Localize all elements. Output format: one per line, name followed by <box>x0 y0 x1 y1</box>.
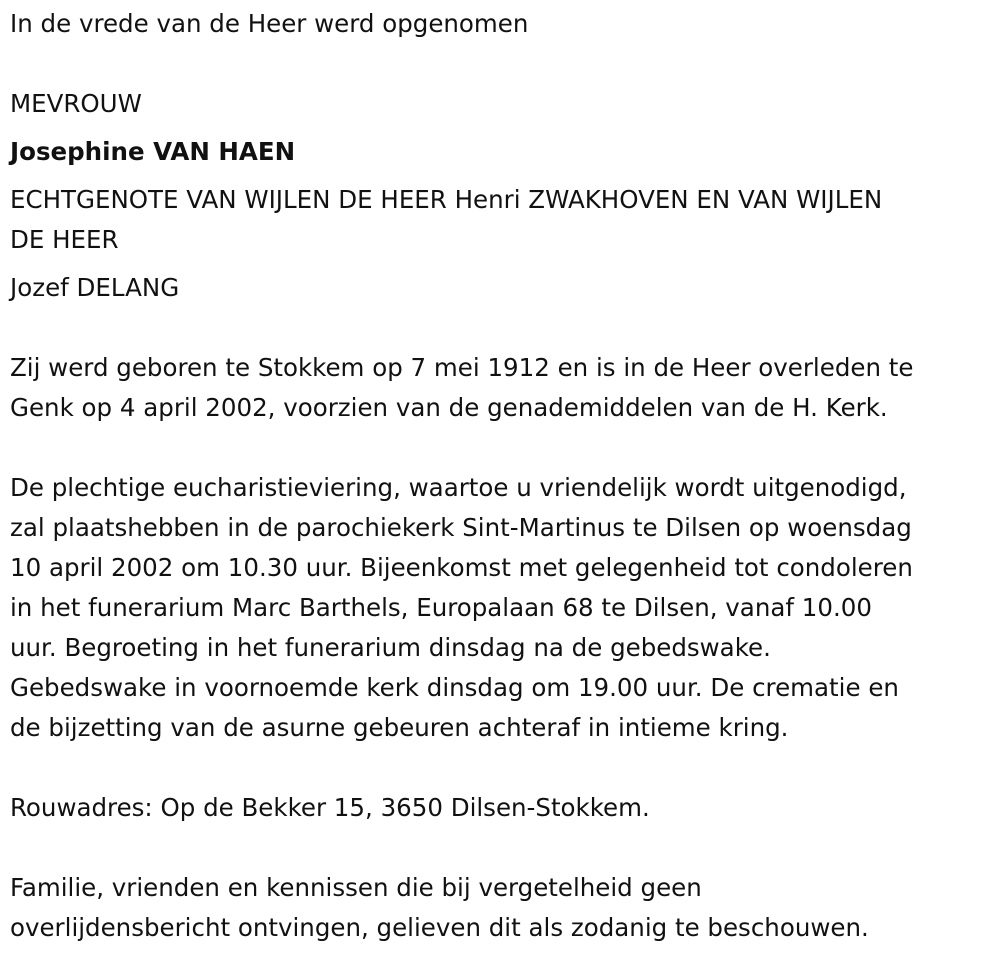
paragraph-line: De plechtige eucharistieviering, waartoe u vriendelijk wordt uitgenodigd, <box>10 473 907 502</box>
salutation: MEVROUW <box>10 89 142 118</box>
spouse-line-2: DE HEER <box>10 225 119 254</box>
paragraph-line: overlijdensbericht ontvingen, gelieven dit als zodanig te beschouwen. <box>10 913 869 942</box>
paragraph-line: uur. Begroeting in het funerarium dinsdag na de gebedswake. <box>10 633 771 662</box>
ceremony-paragraph <box>10 468 990 748</box>
paragraph-line: zal plaatshebben in de parochiekerk Sint-Martinus te Dilsen op woensdag <box>10 513 912 542</box>
spouse-line-3: Jozef DELANG <box>10 273 180 302</box>
intro-text: In de vrede van de Heer werd opgenomen <box>10 9 529 38</box>
paragraph-line: 10 april 2002 om 10.30 uur. Bijeenkomst met gelegenheid tot condoleren <box>10 553 913 582</box>
birth-death-paragraph <box>10 348 990 428</box>
paragraph-line: Zij werd geboren te Stokkem op 7 mei 1912 en is in de Heer overleden te <box>10 353 914 382</box>
closing-paragraph <box>10 868 990 948</box>
deceased-name: Josephine VAN HAEN <box>10 137 296 166</box>
paragraph-line: de bijzetting van de asurne gebeuren achteraf in intieme kring. <box>10 713 789 742</box>
paragraph-line: Gebedswake in voornoemde kerk dinsdag om 19.00 uur. De crematie en <box>10 673 899 702</box>
spouse-line-1: ECHTGENOTE VAN WIJLEN DE HEER Henri ZWAKHOVEN EN VAN WIJLEN <box>10 185 883 214</box>
paragraph-line: Genk op 4 april 2002, voorzien van de genademiddelen van de H. Kerk. <box>10 393 888 422</box>
paragraph-line: Familie, vrienden en kennissen die bij vergetelheid geen <box>10 873 702 902</box>
paragraph-line: in het funerarium Marc Barthels, Europalaan 68 te Dilsen, vanaf 10.00 <box>10 593 872 622</box>
mourning-address: Rouwadres: Op de Bekker 15, 3650 Dilsen-Stokkem. <box>10 793 650 822</box>
death-notice <box>0 4 1000 970</box>
